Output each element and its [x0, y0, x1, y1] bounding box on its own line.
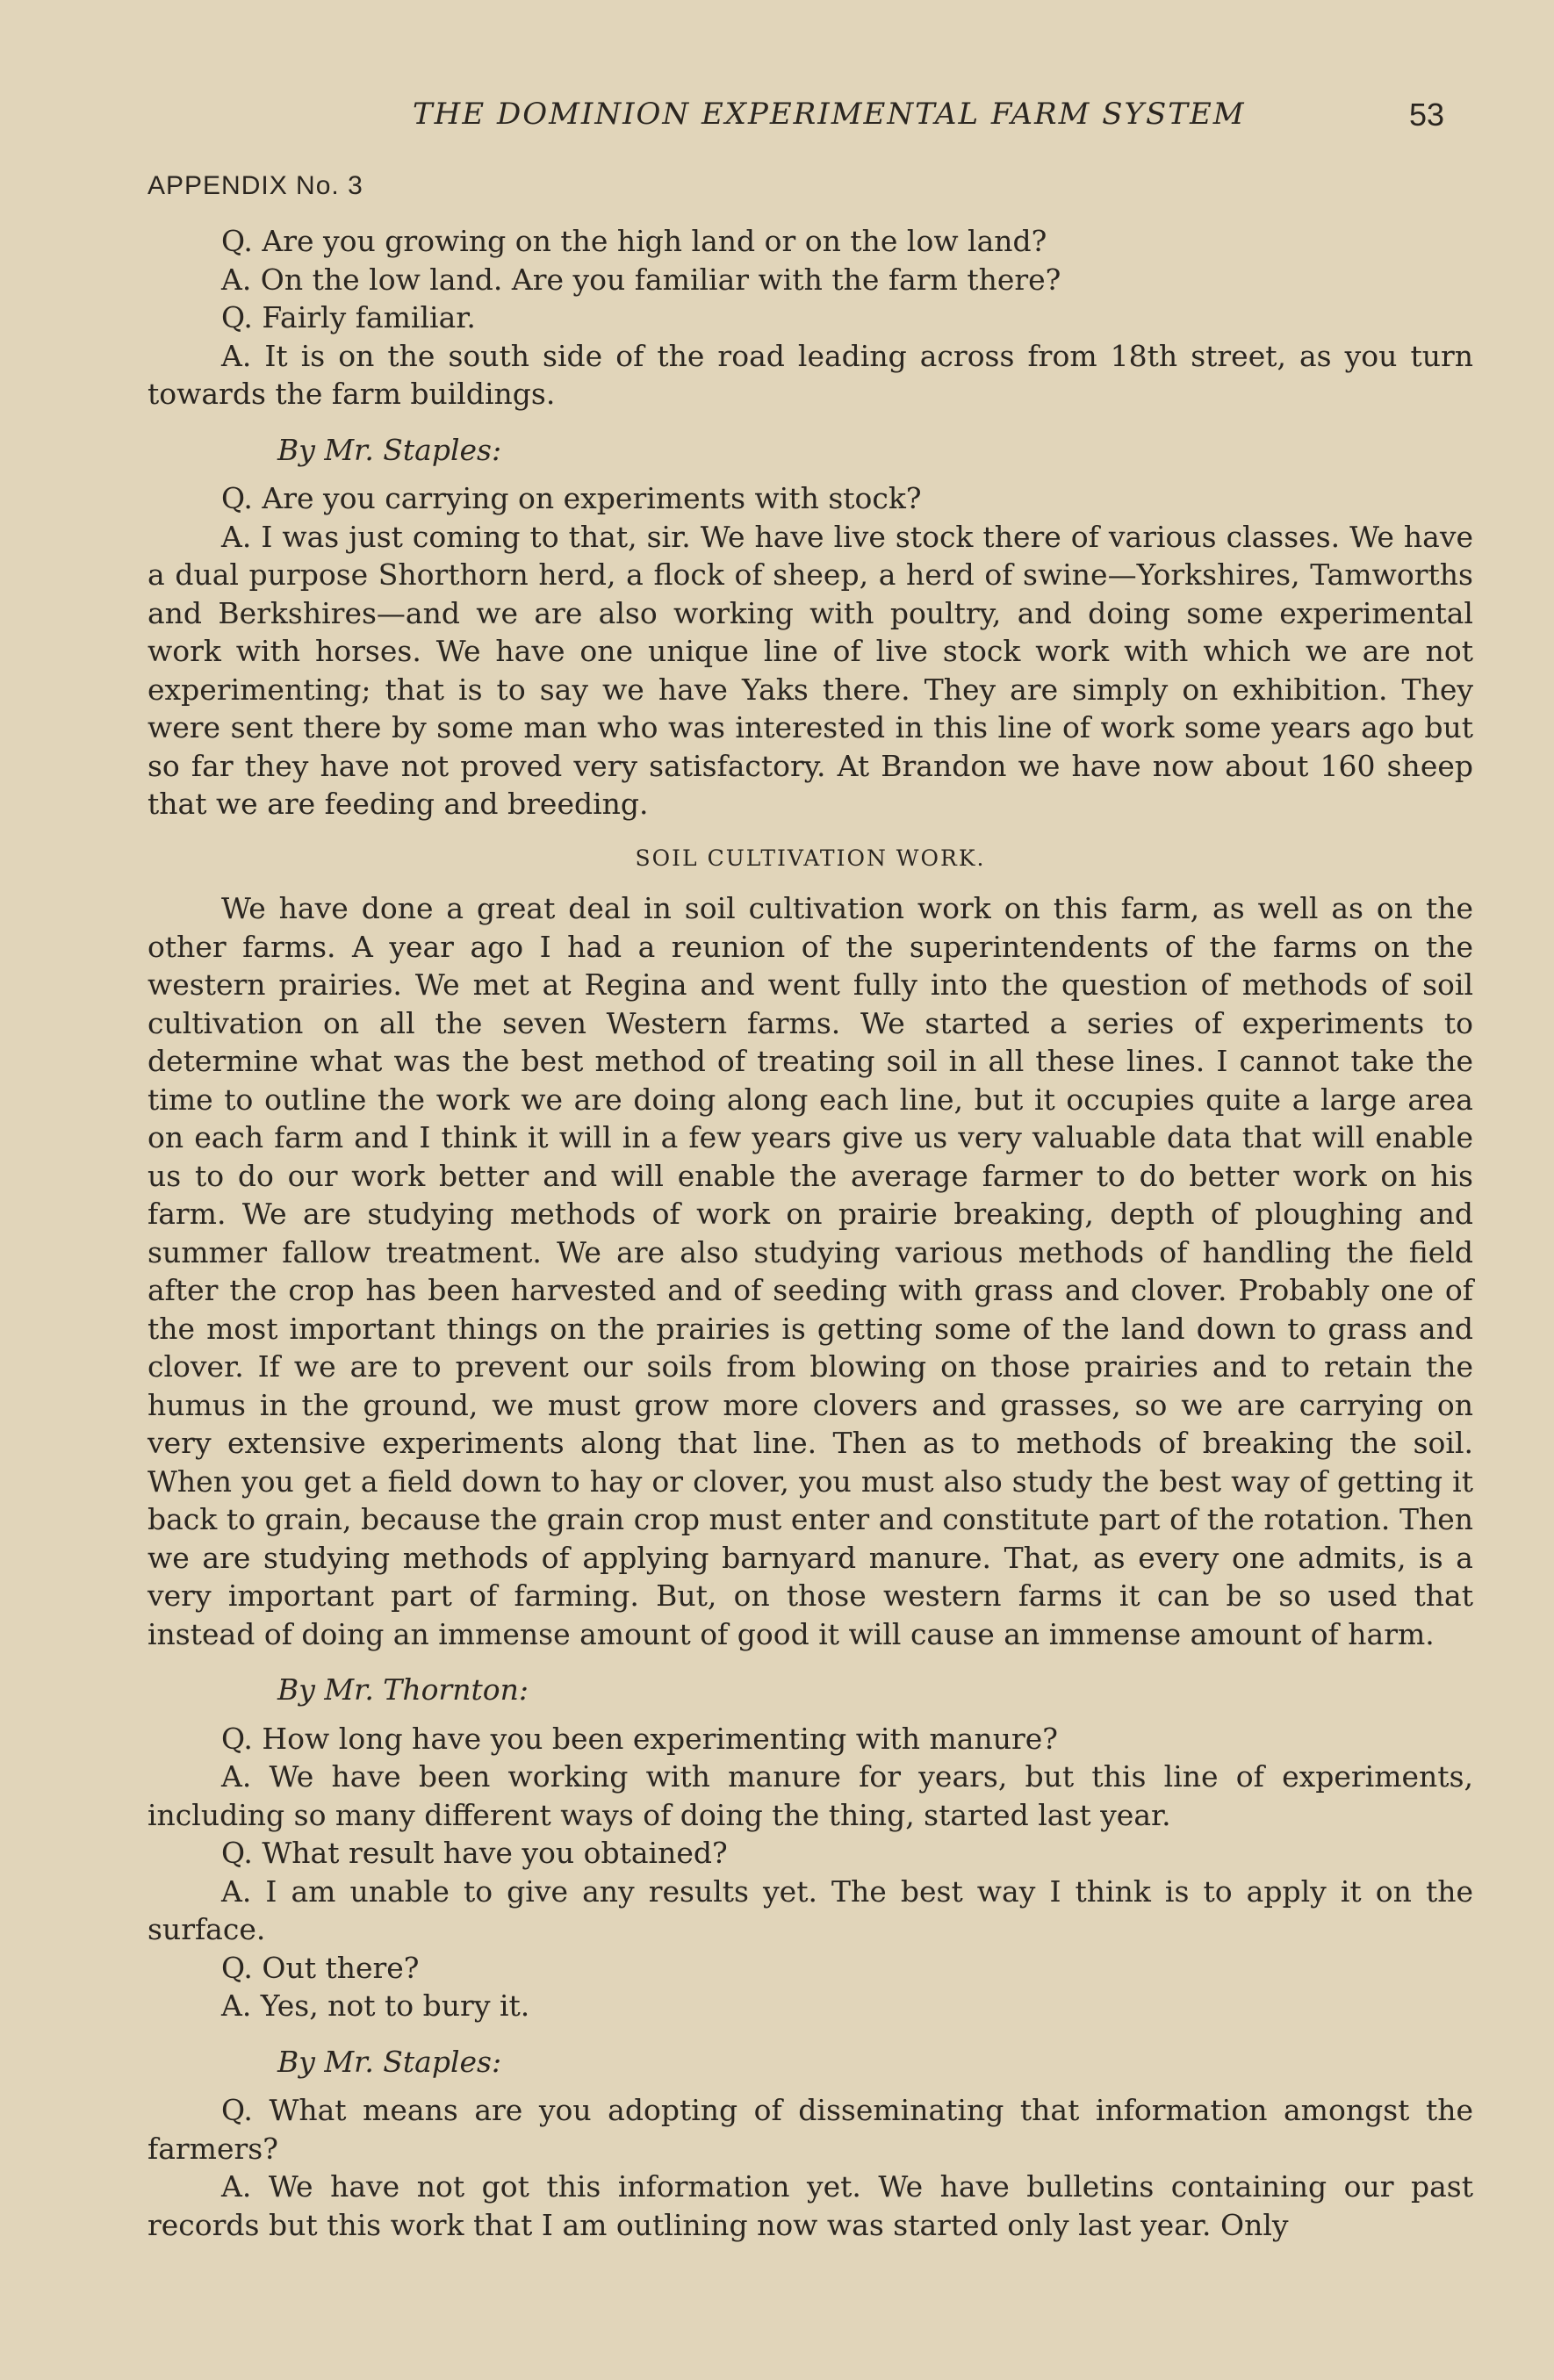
question-7: Q. What means are you adopting of disseminating that information amongst the farmers? — [147, 2093, 1473, 2166]
answer-5: A. I am unable to give any results yet. The best way I think is to apply it on the surface. — [147, 1873, 1473, 1946]
question-2: Q. Fairly familiar. — [221, 300, 476, 334]
speaker-heading-staples-2: By Mr. Staples: — [277, 2044, 502, 2079]
running-head — [0, 97, 1554, 149]
answer-3: A. I was just coming to that, sir. We have live stock there of various classes. We have a dual purpose Shorthorn herd, a flock of sheep, a herd of swine—Yorkshires, Tamworths and Berkshires—and we are also working with poultry, and doing some experimental work with horses. We have one unique line of live stock work with which we are not experimenting; that is to say we have Yaks there. They are simply on exhibition. They were sent there by some man who was interested in this line of work some years ago but so far they have not proved very satisfactory. At Brandon we have now about 160 sheep that we are feeding and breeding. — [147, 519, 1473, 821]
speaker-heading-thornton: By Mr. Thornton: — [277, 1672, 529, 1707]
section-heading-soil-cultivation: SOIL CULTIVATION WORK. — [635, 845, 986, 871]
running-title: THE DOMINION EXPERIMENTAL FARM SYSTEM — [413, 97, 1246, 132]
appendix-label: APPENDIX No. 3 — [147, 171, 363, 200]
body-text — [147, 222, 1473, 2244]
question-3: Q. Are you carrying on experiments with stock? — [221, 481, 922, 515]
page-number: 53 — [1409, 97, 1445, 133]
answer-6: A. Yes, not to bury it. — [221, 1988, 530, 2023]
question-6: Q. Out there? — [221, 1950, 420, 1985]
answer-4: A. We have been working with manure for years, but this line of experiments, including so many different ways of doing the thing, started last year. — [147, 1759, 1473, 1832]
question-5: Q. What result have you obtained? — [221, 1836, 728, 1870]
answer-1: A. On the low land. Are you familiar with the farm there? — [221, 262, 1061, 297]
answer-7: A. We have not got this information yet. We have bulletins containing our past records but this work that I am outlining now was started only last year. Only — [147, 2169, 1473, 2242]
question-1: Q. Are you growing on the high land or on the low land? — [221, 224, 1047, 258]
question-4: Q. How long have you been experimenting with manure? — [221, 1721, 1058, 1756]
answer-2: A. It is on the south side of the road leading across from 18th street, as you turn towards the farm buildings. — [147, 338, 1473, 411]
speaker-heading-staples: By Mr. Staples: — [277, 432, 502, 467]
soil-cultivation-paragraph: We have done a great deal in soil cultivation work on this farm, as well as on the other farms. A year ago I had a reunion of the superintendents of the farms on the western prairies. We met at Regina and went fully into the question of methods of soil cultivation on all the seven Western farms. We started a series of experiments to determine what was the best method of treating soil in all these lines. I cannot take the time to outline the work we are doing along each line, but it occupies quite a large area on each farm and I think it will in a few years give us very valuable data that will enable us to do our work better and will enable the average farmer to do better work on his farm. We are studying methods of work on prairie breaking, depth of ploughing and summer fallow treatment. We are also studying various methods of handling the field after the crop has been harvested and of seeding with grass and clover. Probably one of the most important things on the prairies is getting some of the land down to grass and clover. If we are to prevent our soils from blowing on those prairies and to retain the humus in the ground, we must grow more clovers and grasses, so we are carrying on very extensive experiments along that line. Then as to methods of breaking the soil. When you get a field down to hay or clover, you must also study the best way of getting it back to grain, because the grain crop must enter and constitute part of the rotation. Then we are studying methods of applying barnyard manure. That, as every one admits, is a very important part of farming. But, on those western farms it can be so used that instead of doing an immense amount of good it will cause an immense amount of harm. — [147, 891, 1473, 1651]
